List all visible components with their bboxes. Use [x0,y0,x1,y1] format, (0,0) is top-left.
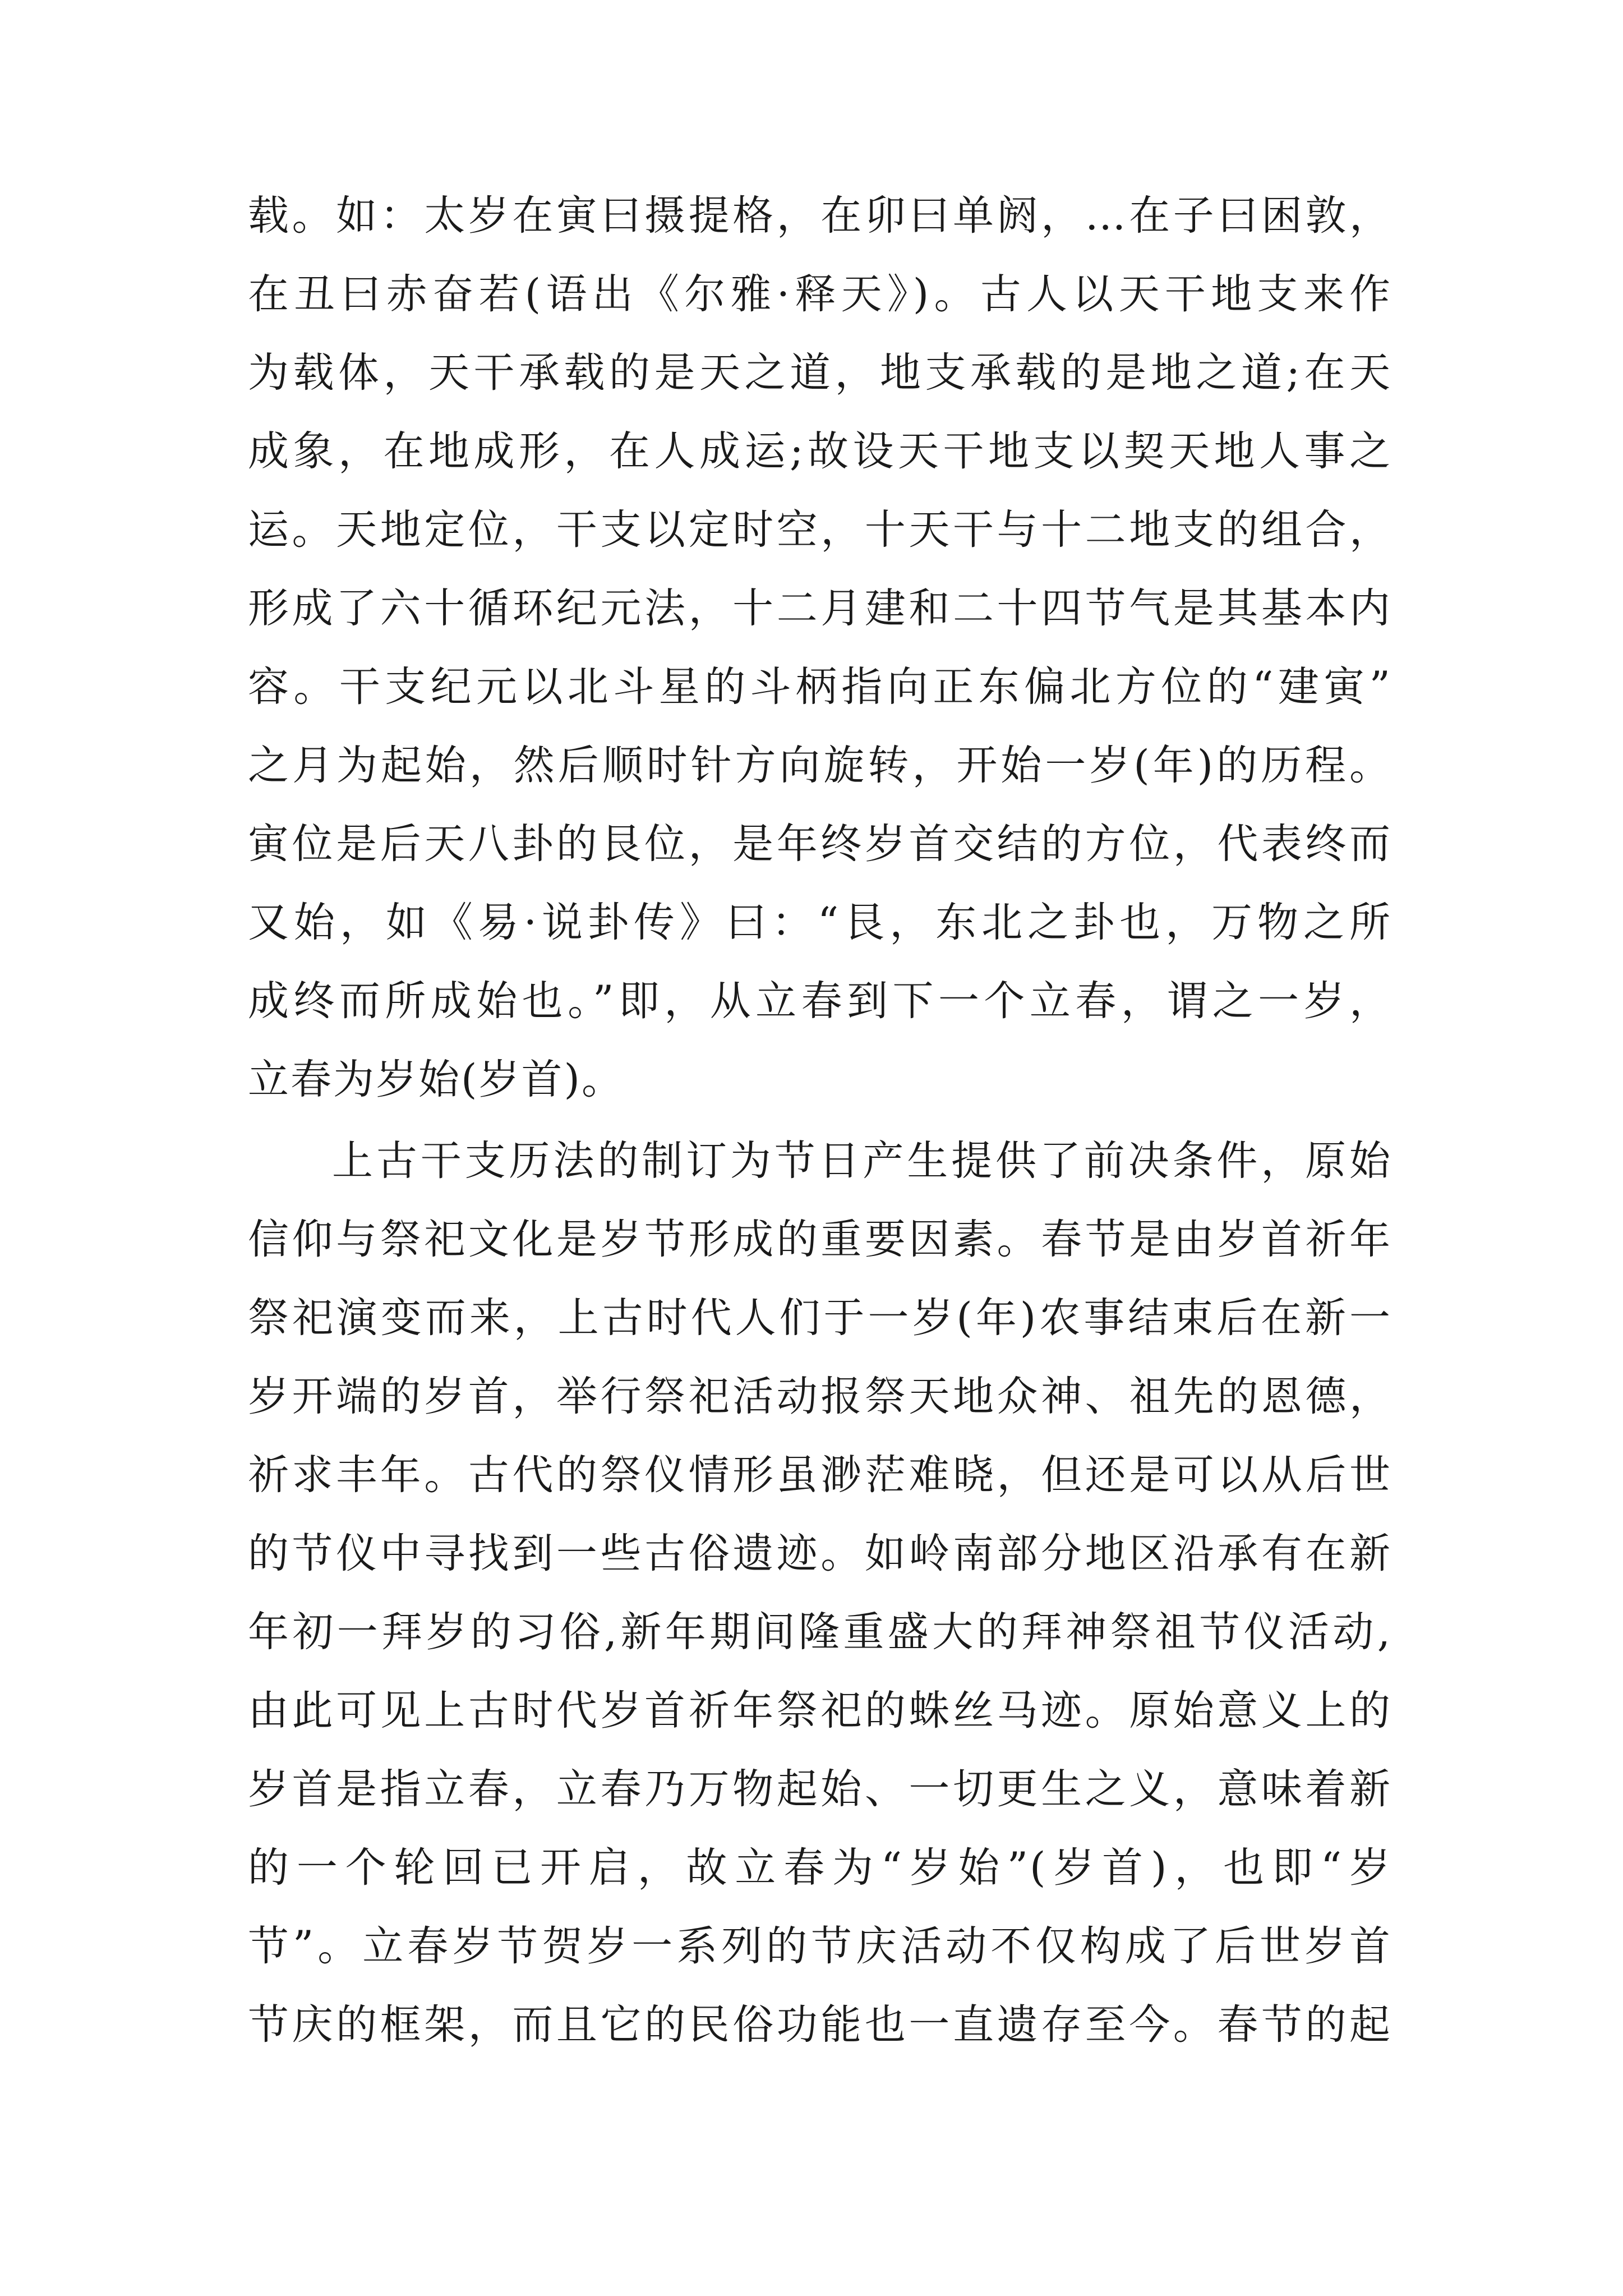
text-line: 节”。立春岁节贺岁一系列的节庆活动不仅构成了后世岁首 [248,1922,1392,1970]
text-line: 信仰与祭祀文化是岁节形成的重要因素。春节是由岁首祈年 [248,1216,1392,1263]
text-line: 形成了六十循环纪元法，十二月建和二十四节气是其基本内 [248,585,1392,632]
text-line: 的一个轮回已开启，故立春为“岁始”(岁首)，也即“岁 [248,1844,1392,1892]
text-line: 节庆的框架，而且它的民俗功能也一直遗存至今。春节的起 [248,2001,1392,2049]
text-line: 的节仪中寻找到一些古俗遗迹。如岭南部分地区沿承有在新 [248,1530,1392,1577]
text-line: 载。如：太岁在寅曰摄提格，在卯曰单阏，…在子曰困敦， [248,192,1392,240]
text-line: 岁首是指立春，立春乃万物起始、一切更生之义，意味着新 [248,1765,1392,1813]
text-line: 又始，如《易·说卦传》曰：“艮，东北之卦也，万物之所 [248,899,1392,946]
text-line: 容。干支纪元以北斗星的斗柄指向正东偏北方位的“建寅” [248,663,1392,711]
text-line: 岁开端的岁首，举行祭祀活动报祭天地众神、祖先的恩德， [248,1373,1392,1420]
text-line: 运。天地定位，干支以定时空，十天干与十二地支的组合， [248,506,1392,554]
text-line: 上古干支历法的制订为节日产生提供了前决条件，原始 [332,1137,1392,1185]
text-line: 为载体，天干承载的是天之道，地支承载的是地之道;在天 [248,349,1392,397]
text-line: 年初一拜岁的习俗,新年期间隆重盛大的拜神祭祖节仪活动, [248,1608,1392,1656]
text-line: 由此可见上古时代岁首祈年祭祀的蛛丝马迹。原始意义上的 [248,1687,1392,1734]
text-line: 寅位是后天八卦的艮位，是年终岁首交结的方位，代表终而 [248,820,1392,868]
text-line: 在丑曰赤奋若(语出《尔雅·释天》)。古人以天干地支来作 [248,270,1392,318]
text-line: 立春为岁始(岁首)。 [248,1056,624,1103]
text-line: 之月为起始，然后顺时针方向旋转，开始一岁(年)的历程。 [248,742,1392,789]
text-line: 祭祀演变而来，上古时代人们于一岁(年)农事结束后在新一 [248,1294,1392,1342]
text-line: 成终而所成始也。”即，从立春到下一个立春，谓之一岁， [248,977,1392,1025]
text-line: 祈求丰年。古代的祭仪情形虽渺茫难晓，但还是可以从后世 [248,1451,1392,1499]
text-line: 成象，在地成形，在人成运;故设天干地支以契天地人事之 [248,427,1392,475]
